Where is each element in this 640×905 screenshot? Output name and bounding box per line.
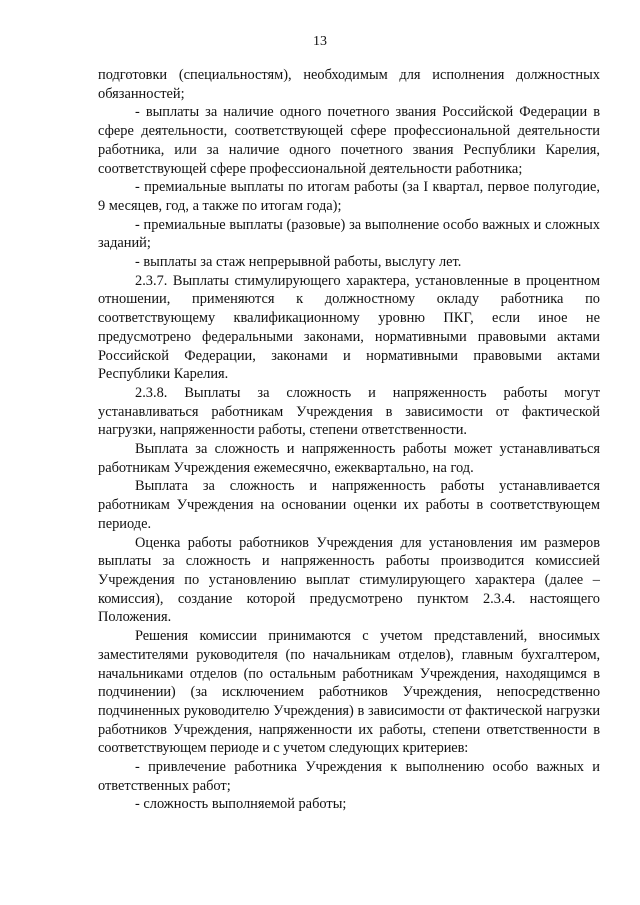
list-item-one-time-bonus: - премиальные выплаты (разовые) за выполнение особо важных и сложных заданий; [98, 216, 600, 252]
clause-2-3-8: 2.3.8. Выплаты за сложность и напряженность работы могут устанавливаться работникам Учреждения в зависимости от фактической нагрузки, напряженности работы, степени ответственности. [98, 384, 600, 439]
document-body [98, 66, 600, 814]
paragraph-commission-decisions: Решения комиссии принимаются с учетом представлений, вносимых заместителями руководителя (по начальникам отделов), главным бухгалтером, начальниками отделов (по остальным работникам Учреждения, находящимся в подчинении) (за исключением работников Учреждения, непосредственно подчиненных руководителю Учреждения) в зависимости от фактической нагрузки работников Учреждения, напряженности их работы, степени ответственности в соответствующем периоде и с учетом следующих критериев: [98, 628, 600, 757]
page-number: 13 [313, 34, 327, 49]
paragraph-commission-assessment: Оценка работы работников Учреждения для установления им размеров выплаты за сложность и напряженность работы производится комиссией Учреждения по установлению выплат стимулирующего характера (далее – комиссия), создание которой предусмотрено пунктом 2.3.4. настоящего Положения. [98, 534, 600, 626]
list-item-important-work: - привлечение работника Учреждения к выполнению особо важных и ответственных работ; [98, 759, 600, 794]
list-item-bonus-results: - премиальные выплаты по итогам работы (за I квартал, первое полугодие, 9 месяцев, год, а также по итогам года); [98, 179, 600, 214]
paragraph-payment-basis: Выплата за сложность и напряженность работы устанавливается работникам Учреждения на основании оценки их работы в соответствующем периоде. [98, 478, 600, 532]
paragraph-payment-frequency: Выплата за сложность и напряженность работы может устанавливаться работникам Учреждения ежемесячно, ежеквартально, на год. [98, 441, 600, 476]
paragraph-continuation: подготовки (специальностям), необходимым для исполнения должностных обязанностей; [98, 67, 600, 102]
list-item-work-complexity: - сложность выполняемой работы; [135, 796, 347, 813]
list-item-honorary-title-payment: - выплаты за наличие одного почетного звания Российской Федерации в сфере деятельности, соответствующей сфере профессиональной деятельности работника, или за наличие одного почетного звания Республики Карелия, соответствующей сфере профессиональной деятельности работника; [98, 104, 600, 177]
list-item-seniority-payment: - выплаты за стаж непрерывной работы, выслугу лет. [135, 254, 462, 271]
clause-2-3-7: 2.3.7. Выплаты стимулирующего характера, установленные в процентном отношении, применяются к должностному окладу работника по соответствующему квалификационному уровню ПКГ, если иное не предусмотрено федеральными законами, нормативными правовыми актами Российской Федерации, законами и нормативными правовыми актами Республики Карелия. [98, 272, 600, 383]
